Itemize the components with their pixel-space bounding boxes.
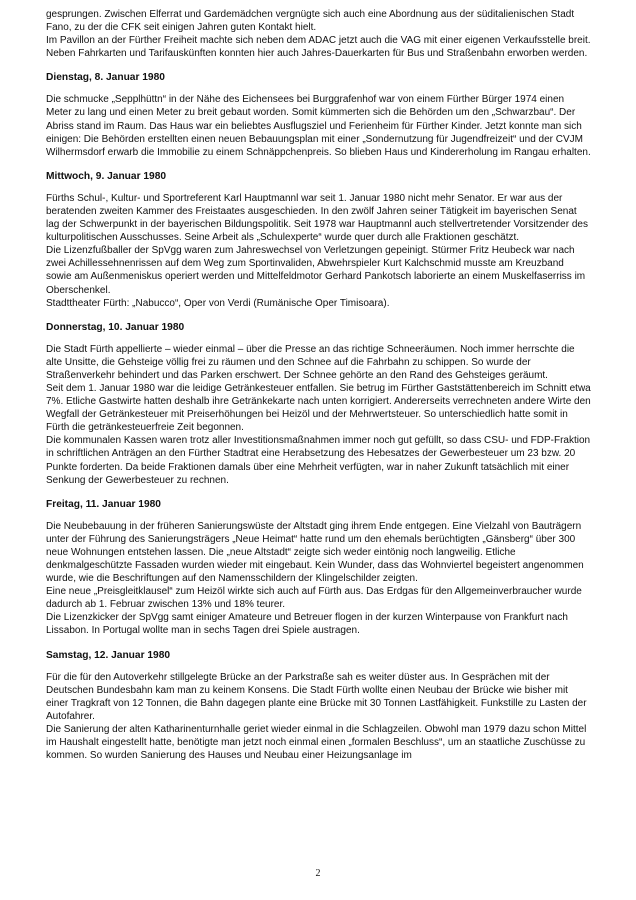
entry-date-heading: Dienstag, 8. Januar 1980 bbox=[46, 72, 165, 84]
intro-continuation bbox=[46, 8, 592, 60]
entry-paragraph: Seit dem 1. Januar 1980 war die leidige Getränkesteuer entfallen. Sie betrug im Fürther Gaststättenbereich im Schnitt etwa 7%. Etliche Gastwirte hatten deshalb ihre Getränkekarte nach unten korrigiert. Andererseits verrechneten andere Wirte den Wegfall der Getränkesteuer mit Preiserhöhungen bei Heizöl und der Mehrwertsteuer. So unterschiedlich hatte somit in Fürth die getränkesteuerfreie Zeit begonnen. bbox=[46, 382, 591, 434]
entry-paragraph: Die kommunalen Kassen waren trotz aller Investitionsmaßnahmen immer noch gut gefüllt, so dass CSU- und FDP-Fraktion in schriftlichen Anträgen an den Fürther Stadtrat eine Herabsetzung des Hebesatzes der Gewerbesteuer um 23 bzw. 20 Punkte forderten. Da beide Fraktionen damals über eine Mehrheit verfügten, war in naher Zukunft tatsächlich mit einer Senkung der Gewerbesteuer zu rechnen. bbox=[46, 435, 591, 486]
entry-paragraph: Eine neue „Preisgleitklausel“ zum Heizöl wirkte sich auch auf Fürth aus. Das Erdgas für den Allgemeinverbraucher wurde dadurch ab 1. Februar zwischen 13% und 18% teurer. bbox=[46, 586, 582, 611]
intro-paragraph: Im Pavillon an der Fürther Freiheit machte sich neben dem ADAC jetzt auch die VAG mit einer eigenen Verkaufsstelle breit. Neben Fahrkarten und Tarifauskünften konnten hier auch Jahres-Dauerkarten für Bus und Straßenbahn erworben werden. bbox=[46, 35, 591, 60]
page-number: 2 bbox=[315, 868, 321, 879]
day-entry bbox=[46, 170, 592, 310]
entry-paragraph: Stadttheater Fürth: „Nabucco“, Oper von Verdi (Rumänische Oper Timisoara). bbox=[46, 297, 390, 309]
entry-paragraph: Die Lizenzfußballer der SpVgg waren zum Jahreswechsel von Verletzungen gepeinigt. Stürmer Fritz Heubeck war nach zwei Achillessehnenrissen auf dem Weg zum Sportinvaliden, Abwehrspieler Kurt Kalchschmid musste am Kreuzband sowie am Außenmeniskus operiert werden und Mittelfeldmotor Gerhard Pankotsch laborierte an einem Muskelfaserriss im Oberschenkel. bbox=[46, 245, 586, 296]
entry-paragraph: Die Neubebauung in der früheren Sanierungswüste der Altstadt ging ihrem Ende entgegen. Eine Vielzahl von Bauträgern unter der Führung des Sanierungsträgers „Neue Heimat“ hatte rund um den ehemals berüchtigten „Gänsberg“ über 300 neue Wohnungen entstehen lassen. Die „neue Altstadt“ zeigte sich weder eintönig noch langweilig. Etliche denkmalgeschützte Fassaden wurden wieder mit eingebaut. Kein Wunder, dass das Wohnviertel begeistert angenommen wurde, wie die Beschriftungen auf den Namensschildern der Klingelschilder zeigten. bbox=[46, 520, 584, 585]
day-entry bbox=[46, 498, 592, 638]
entry-paragraph: Die schmucke „Sepplhüttn“ in der Nähe des Eichensees bei Burggrafenhof war von einem Fürther Bürger 1974 einen Meter zu lang und einen Meter zu breit gebaut worden. Somit kümmerten sich die Behörden um den „Schwarzbau“. Der Abriss stand im Raum. Das Haus war ein beliebtes Ausflugsziel und Ferienheim für Fürther Kinder. Jetzt konnte man sich einigen: Die Behörden erstellten einen neuen Bebauungsplan mit einer „Sondernutzung für Jugendfreizeit“ und der CVJM Wilhermsdorf erwarb die Immobilie zu einem Schnäppchenpreis. So blieben Haus und Kindererholung im Rangau erhalten. bbox=[46, 94, 591, 158]
entry-date-heading: Donnerstag, 10. Januar 1980 bbox=[46, 321, 185, 333]
intro-paragraph: gesprungen. Zwischen Elferrat und Gardemädchen vergnügte sich auch eine Abordnung aus der süditalienischen Stadt Fano, zu der die CFK seit einigen Jahren guten Kontakt hielt. bbox=[46, 9, 575, 34]
entry-paragraph: Die Sanierung der alten Katharinenturnhalle geriet wieder einmal in die Schlagzeilen. Obwohl man 1979 dazu schon Mittel im Haushalt eingestellt hatte, benötigte man jetzt noch einmal einen „formalen Beschluss“, um an staatliche Zuschüsse zu kommen. So wurden Sanierung des Hauses und Neubau einer Heizungsanlage im bbox=[46, 723, 587, 762]
entry-paragraph: Fürths Schul-, Kultur- und Sportreferent Karl Hauptmannl war seit 1. Januar 1980 nicht mehr Senator. Er war aus der beratenden zweiten Kammer des Freistaates ausgeschieden. In den zwölf Jahren seiner Tätigkeit im bayerischen Senat lag der Schwerpunkt in der bayerischen Bildungspolitik. Seit 1978 war Hauptmannl auch stellvertretender Vorsitzender des kulturpolitischen Ausschusses. Seine Arbeit als „Schulexperte“ wurde quer durch alle Fraktionen geschätzt. bbox=[46, 192, 588, 244]
entry-paragraph: Für die für den Autoverkehr stillgelegte Brücke an der Parkstraße sah es weiter düster aus. In Gesprächen mit der Deutschen Bundesbahn kam man zu keinem Konsens. Die Stadt Fürth wollte einen Neubau der Brücke wie bisher mit einer Tragkraft von 12 Tonnen, die Bahn dagegen plante eine Brücke mit 30 Tonnen Lastfähigkeit. Funkstille zu Lasten der Autofahrer. bbox=[46, 671, 587, 722]
entry-date-heading: Mittwoch, 9. Januar 1980 bbox=[46, 170, 167, 182]
entry-paragraph: Die Stadt Fürth appellierte – wieder einmal – über die Presse an das richtige Schneeräumen. Noch immer herrschte die alte Unsitte, die Gehsteige völlig frei zu räumen und den Schnee auf die Fahrbahn zu schippen. So wurde der Straßenverkehr behindert und das Parken erschwert. Der Schnee gehörte an den Rand des Gehsteiges geräumt. bbox=[46, 343, 575, 381]
day-entry bbox=[46, 649, 592, 763]
entry-paragraph: Die Lizenzkicker der SpVgg samt einiger Amateure und Betreuer flogen in der kurzen Winterpause von Frankfurt nach Lissabon. In Portugal wollte man in sechs Tagen drei Spiele austragen. bbox=[46, 612, 568, 637]
day-entry bbox=[46, 71, 592, 158]
document-page bbox=[46, 0, 592, 762]
entry-date-heading: Samstag, 12. Januar 1980 bbox=[46, 649, 171, 661]
entry-date-heading: Freitag, 11. Januar 1980 bbox=[46, 498, 161, 510]
day-entry bbox=[46, 321, 592, 487]
